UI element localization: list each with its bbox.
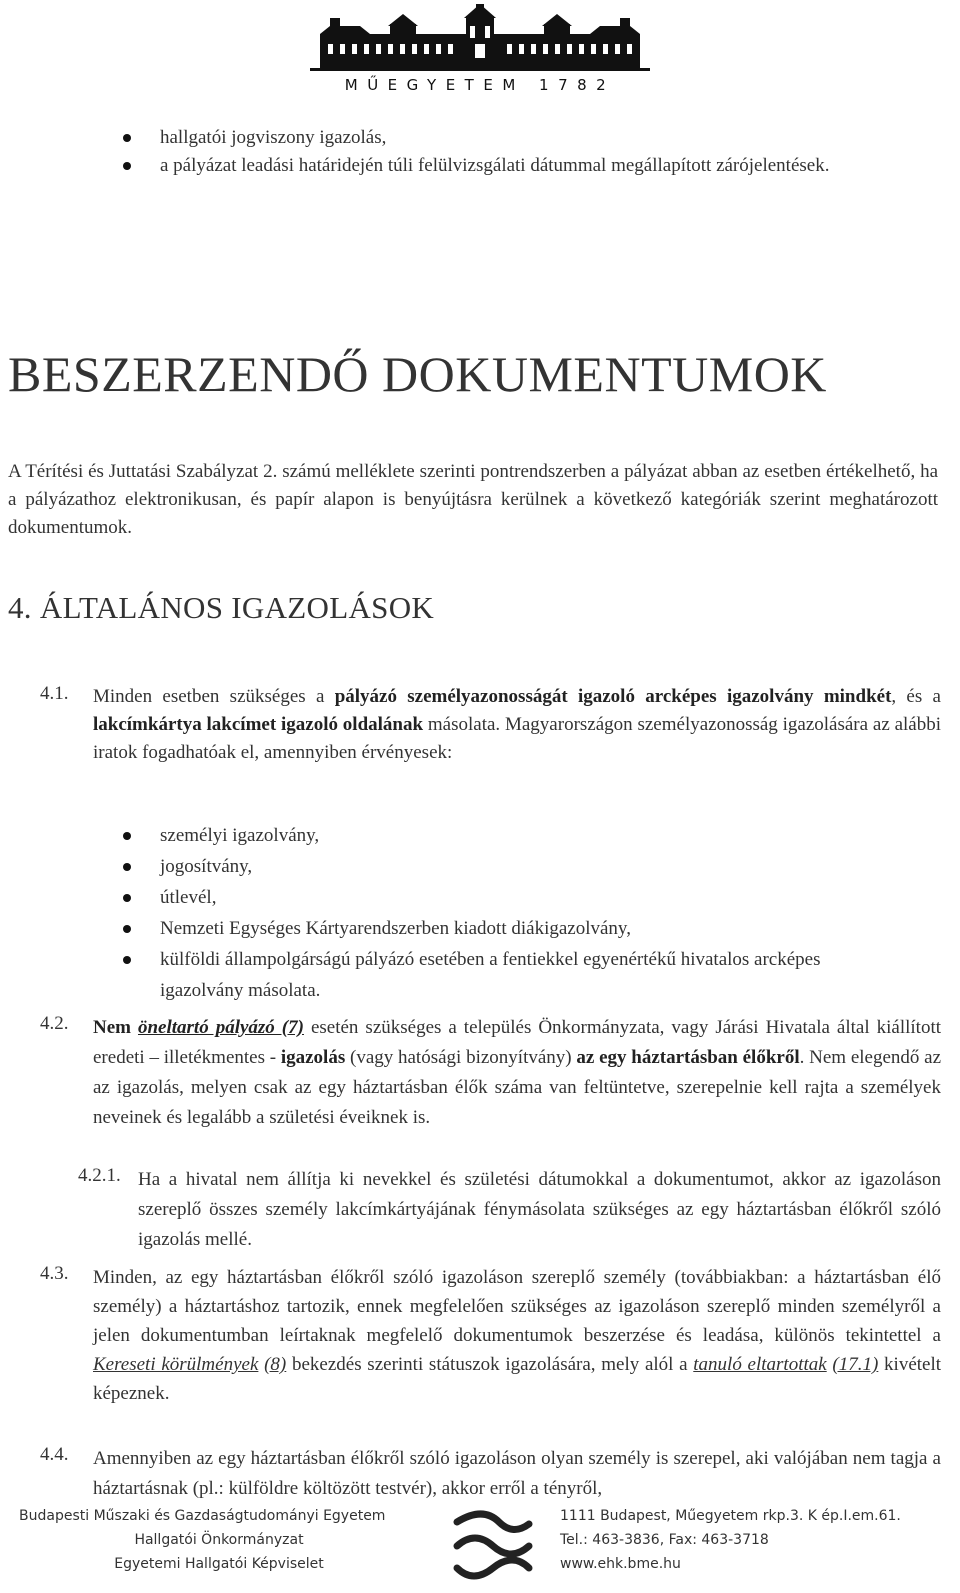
italic-link-run: (8) — [264, 1354, 287, 1375]
footer-right — [560, 1504, 960, 1576]
list-item: a pályázat leadási határidején túli felülvizsgálati dátummal megállapított zárójelentések. — [123, 152, 843, 180]
bold-run: az egy háztartásban élőkről — [576, 1047, 800, 1068]
item-4-2-paragraph — [93, 1013, 941, 1133]
item-4-2-1-paragraph: Ha a hivatal nem állítja ki nevekkel és születési dátumokkal a dokumentumot, akkor az igazoláson szereplő összes személy lakcímkártyájának fénymásolata szükséges az egy háztartásban élőkről szóló igazolás mellé. — [138, 1169, 941, 1250]
text-run: , és a — [891, 686, 941, 707]
footer-phone: Tel.: 463-3836, Fax: 463-3718 — [560, 1532, 769, 1548]
item-4-1-paragraph — [93, 683, 941, 767]
bold-run: pályázó személyazonosságát igazoló arcképes igazolvány mindkét — [334, 686, 892, 707]
university-building-icon — [300, 4, 660, 74]
item-number: 4.4. — [40, 1444, 69, 1465]
text-run: esetén szükséges a település Önkormányzata, vagy Járási Hivatala által kiállított eredeti – illetékmentes - — [93, 1017, 942, 1068]
item-4-3-paragraph — [93, 1263, 941, 1408]
list-item: külföldi állampolgárságú pályázó esetében a fentiekkel egyenértékű hivatalos arcképes igazolvány másolata. — [123, 944, 903, 1006]
footer-left — [19, 1504, 439, 1576]
italic-link-run: tanuló eltartottak — [693, 1354, 827, 1375]
id-documents-list — [123, 820, 903, 1006]
list-item: jogosítvány, — [123, 851, 903, 882]
list-item: útlevél, — [123, 882, 903, 913]
footer-address: 1111 Budapest, Műegyetem rkp.3. K ép.I.em.61. — [560, 1508, 901, 1524]
requirements-list — [123, 124, 843, 180]
item-number: 4.2.1. — [78, 1165, 121, 1186]
italic-link-run: Kereseti körülmények — [93, 1354, 259, 1375]
item-4-4-paragraph: Amennyiben az egy háztartásban élőkről szóló igazoláson olyan személy is szerepel, aki valójában nem tagja a háztartásnak (pl.: külföldre költözött testvér), akkor erről a tényről, — [93, 1448, 941, 1499]
footer-website: www.ehk.bme.hu — [560, 1556, 681, 1572]
text-run: bekezdés szerinti státuszok igazolására, mely alól a — [286, 1354, 694, 1375]
list-item: Nemzeti Egységes Kártyarendszerben kiadott diákigazolvány, — [123, 913, 903, 944]
text-run: másolata. Magyarországon személyazonosság igazolására az alábbi iratok fogadhatóak el, amennyiben érvényesek: — [93, 714, 941, 763]
text-run: (vagy hatósági bizonyítvány) — [345, 1047, 577, 1068]
subsection-title: 4. ÁLTALÁNOS IGAZOLÁSOK — [8, 590, 435, 625]
logo-text: MŰEGYETEM 1782 — [344, 76, 616, 94]
page-footer — [0, 1502, 960, 1593]
footer-representation: Egyetemi Hallgatói Képviselet — [114, 1556, 324, 1572]
header-logo — [0, 0, 960, 100]
text-run: . Nem elegendő az az igazolás, melyen csak az egy háztartásban élők száma van feltüntetve, szerepelnie kell rajta a személyek neveinek és legalább a születési éveiknek is. — [93, 1047, 942, 1128]
footer-university: Budapesti Műszaki és Gazdaságtudományi Egyetem — [19, 1508, 386, 1524]
list-item: személyi igazolvány, — [123, 820, 903, 851]
list-item: hallgatói jogviszony igazolás, — [123, 124, 843, 152]
ehk-logo-icon — [443, 1502, 543, 1588]
bold-run: lakcímkártya lakcímet igazoló oldalának — [93, 714, 424, 735]
item-number: 4.3. — [40, 1263, 69, 1284]
bold-run: Nem — [93, 1017, 138, 1038]
bold-run: igazolás — [280, 1047, 346, 1068]
italic-link-run: (17.1) — [832, 1354, 879, 1375]
footer-council: Hallgatói Önkormányzat — [134, 1532, 304, 1548]
item-number: 4.1. — [40, 683, 69, 704]
intro-paragraph: A Térítési és Juttatási Szabályzat 2. számú melléklete szerinti pontrendszerben a pályázat abban az esetben értékelhető, ha a pályázathoz elektronikusan, és papír alapon is benyújtásra kerülnek a következő kategóriák szerint meghatározott dokumentumok. — [8, 461, 938, 538]
bold-italic-run: öneltartó pályázó (7) — [137, 1017, 304, 1038]
text-run: Minden esetben szükséges a — [93, 686, 335, 707]
text-run: Minden, az egy háztartásban élőkről szóló igazoláson szereplő személy (továbbiakban: a háztartásban élő személy) a háztartáshoz tartozik, ennek megfelelően szükséges az igazoláson szereplő minden személyről a jelen dokumentumban leírtaknak megfelelő dokumentumok beszerzése és leadása, különös tekintettel a — [93, 1267, 941, 1346]
section-title: BESZERZENDŐ DOKUMENTUMOK — [8, 346, 827, 402]
text-run: kivételt képeznek. — [93, 1354, 942, 1404]
item-number: 4.2. — [40, 1013, 69, 1034]
